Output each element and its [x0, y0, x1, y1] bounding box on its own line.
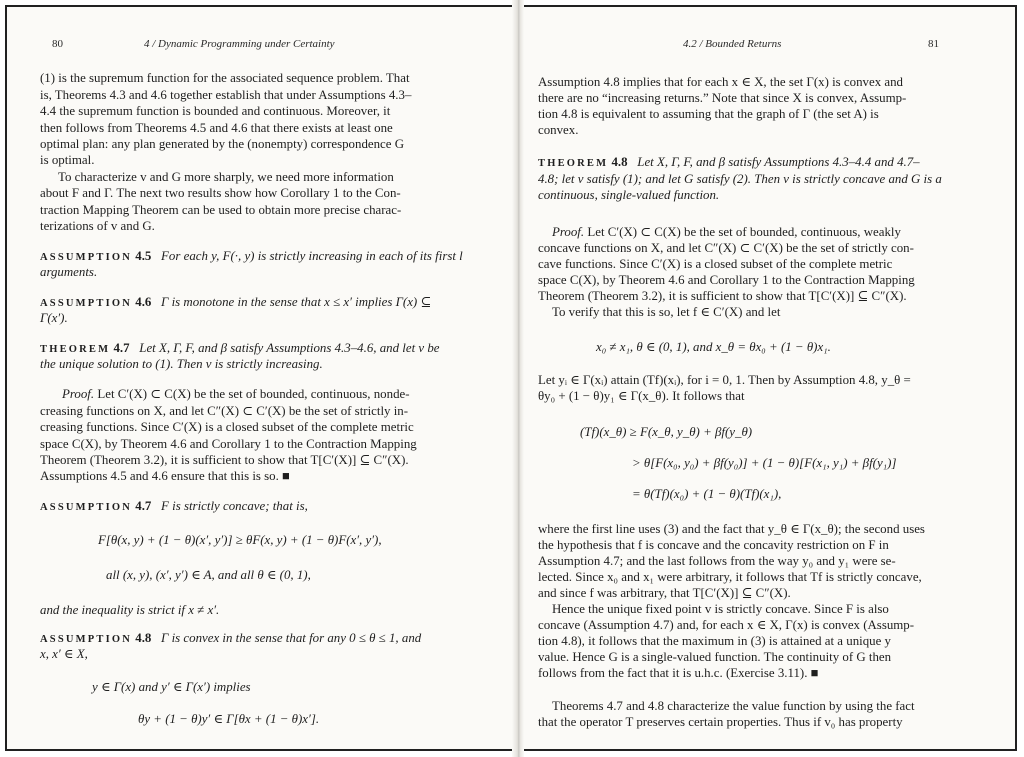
text-line: creasing functions on X, and let C″(X) ⊂ C′(X) be the set of strictly in-: [40, 404, 409, 418]
text-line: terizations of v and G.: [40, 219, 155, 233]
text-line: arguments.: [40, 265, 98, 279]
proof-4-7: Proof. Let C′(X) ⊂ C(X) be the set of bounded, continuous, nonde-: [62, 387, 410, 401]
text-line: To verify that this is so, let f ∈ C′(X) and let: [552, 305, 781, 319]
text-line: creasing functions. Since C′(X) is a closed subset of the complete metric: [40, 420, 414, 434]
text-line: x, x′ ∈ X,: [40, 647, 88, 661]
text-line: and since f was arbitrary, that T[C′(X)] ⊆ C″(X).: [538, 586, 791, 600]
text-line: To characterize v and G more sharply, we need more information: [58, 170, 394, 184]
text-line: there are no “increasing returns.” Note that since X is convex, Assump-: [538, 91, 907, 105]
right-page: [538, 0, 948, 757]
theorem-4-8: THEOREM 4.8 Let X, Γ, F, and β satisfy Assumptions 4.3–4.4 and 4.7–: [538, 155, 920, 169]
text-line: concave functions on X, and let C″(X) ⊂ C′(X) be the set of strictly con-: [538, 241, 914, 255]
left-running-head: 4 / Dynamic Programming under Certainty: [144, 38, 335, 50]
proof-4-8: Proof. Let C′(X) ⊂ C(X) be the set of bounded, continuous, weakly: [552, 225, 901, 239]
text-line: the hypothesis that f is concave and the concavity restriction on F in: [538, 538, 889, 552]
assumption-4-7: ASSUMPTION 4.7 F is strictly concave; that is,: [40, 499, 308, 513]
text-line: tion 4.8), it follows that the maximum in (3) is attained at a unique y: [538, 634, 891, 648]
text-line: is optimal.: [40, 153, 95, 167]
text-line: traction Mapping Theorem can be used to obtain more precise charac-: [40, 203, 402, 217]
text-line: 4.4 the supremum function is bounded and continuous. Moreover, it: [40, 104, 391, 118]
text-line: Assumptions 4.5 and 4.6 ensure that this is so. ■: [40, 469, 290, 483]
text-line: Let yᵢ ∈ Γ(xᵢ) attain (Tf)(xᵢ), for i = 0, 1. Then by Assumption 4.8, y_θ =: [538, 373, 911, 387]
text-line: optimal plan: any plan generated by the (nonempty) correspondence G: [40, 137, 405, 151]
text-line: value. Hence G is a single-valued function. The continuity of G then: [538, 650, 892, 664]
text-line: lected. Since x₀ and x₁ were arbitrary, it follows that Tf is strictly concave,: [538, 570, 922, 584]
left-page-number: 80: [52, 38, 63, 50]
text-line: concave (Assumption 4.7) and, for each x ∈ X, Γ(x) is convex (Assump-: [538, 618, 915, 632]
equation: x₀ ≠ x₁, θ ∈ (0, 1), and x_θ = θx₀ + (1 − θ)x₁.: [596, 340, 831, 354]
text-line: θy₀ + (1 − θ)y₁ ∈ Γ(x_θ). It follows that: [538, 389, 745, 403]
text-line: cave functions. Since C′(X) is a closed subset of the complete metric: [538, 257, 893, 271]
assumption-4-5: ASSUMPTION 4.5 For each y, F(·, y) is strictly increasing in each of its first l: [40, 249, 463, 263]
equation: θy + (1 − θ)y′ ∈ Γ[θx + (1 − θ)x′].: [138, 712, 320, 726]
text-line: space C(X), by Theorem 4.6 and Corollary 1 to the Contraction Mapping: [40, 437, 417, 451]
text-line: about F and Γ. The next two results show how Corollary 1 to the Con-: [40, 186, 401, 200]
right-page-number: 81: [928, 38, 939, 50]
text-line: that the operator T preserves certain properties. Thus if v₀ has property: [538, 715, 903, 729]
theorem-4-7: THEOREM 4.7 Let X, Γ, F, and β satisfy Assumptions 4.3–4.6, and let v be: [40, 341, 440, 355]
text-line: is, Theorems 4.3 and 4.6 together establish that under Assumptions 4.3–: [40, 88, 412, 102]
left-page: [40, 0, 463, 757]
text-line: space C(X), by Theorem 4.6 and Corollary 1 to the Contraction Mapping: [538, 273, 915, 287]
text-line: Theorem (Theorem 3.2), it is sufficient to show that T[C′(X)] ⊆ C″(X).: [538, 289, 907, 303]
text-line: Γ(x′).: [40, 311, 68, 325]
text-line: and the inequality is strict if x ≠ x′.: [40, 603, 220, 617]
text-line: then follows from Theorems 4.5 and 4.6 that there exists at least one: [40, 121, 393, 135]
equation: = θ(Tf)(x₀) + (1 − θ)(Tf)(x₁),: [632, 487, 782, 501]
text-line: tion 4.8 is equivalent to assuming that the graph of Γ (the set A) is: [538, 107, 879, 121]
text-line: the unique solution to (1). Then v is strictly increasing.: [40, 357, 323, 371]
equation: (Tf)(x_θ) ≥ F(x_θ, y_θ) + βf(y_θ): [580, 425, 753, 439]
text-line: follows from the fact that it is u.h.c. (Exercise 3.11). ■: [538, 666, 819, 680]
assumption-4-6: ASSUMPTION 4.6 Γ is monotone in the sense that x ≤ x′ implies Γ(x) ⊆: [40, 295, 432, 309]
text-line: Hence the unique fixed point v is strictly concave. Since F is also: [552, 602, 889, 616]
text-line: convex.: [538, 123, 579, 137]
right-running-head: 4.2 / Bounded Returns: [683, 38, 782, 50]
equation: all (x, y), (x′, y′) ∈ A, and all θ ∈ (0, 1),: [106, 568, 311, 582]
equation: F[θ(x, y) + (1 − θ)(x′, y′)] ≥ θF(x, y) + (1 − θ)F(x′, y′),: [98, 533, 382, 547]
assumption-4-8: ASSUMPTION 4.8 Γ is convex in the sense that for any 0 ≤ θ ≤ 1, and: [40, 631, 422, 645]
equation: y ∈ Γ(x) and y′ ∈ Γ(x′) implies: [92, 680, 251, 694]
equation: > θ[F(x₀, y₀) + βf(y₀)] + (1 − θ)[F(x₁, y₁) + βf(y₁)]: [632, 456, 897, 470]
text-line: Assumption 4.7; and the last follows from the way y₀ and y₁ were se-: [538, 554, 896, 568]
text-line: Theorems 4.7 and 4.8 characterize the value function by using the fact: [552, 699, 915, 713]
text-line: Theorem (Theorem 3.2), it is sufficient to show that T[C′(X)] ⊆ C″(X).: [40, 453, 409, 467]
text-line: 4.8; let v satisfy (1); and let G satisfy (2). Then v is strictly concave and G is a: [538, 172, 942, 186]
text-line: where the first line uses (3) and the fact that y_θ ∈ Γ(x_θ); the second uses: [538, 522, 925, 536]
book-spine: [512, 0, 524, 757]
text-line: continuous, single-valued function.: [538, 188, 720, 202]
text-line: Assumption 4.8 implies that for each x ∈ X, the set Γ(x) is convex and: [538, 75, 903, 89]
text-line: (1) is the supremum function for the associated sequence problem. That: [40, 71, 410, 85]
